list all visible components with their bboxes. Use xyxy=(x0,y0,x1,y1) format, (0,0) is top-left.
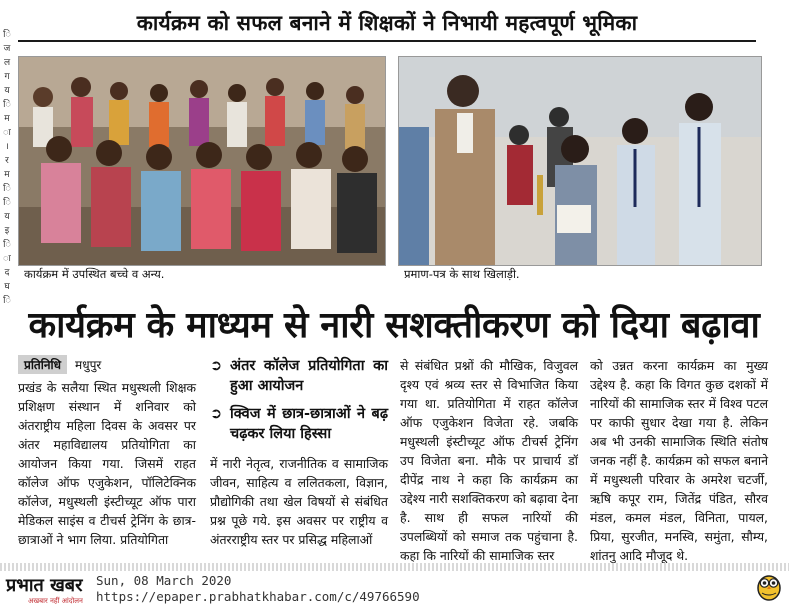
fragment-char: ि xyxy=(3,100,11,110)
fragment-char: द xyxy=(4,268,10,278)
footer-divider xyxy=(0,563,789,571)
top-headline: कार्यक्रम को सफल बनाने में शिक्षकों ने निभायी महत्वपूर्ण भूमिका xyxy=(18,6,756,42)
byline-tag: प्रतिनिधि xyxy=(18,355,67,374)
byline-place: मधुपुर xyxy=(75,357,102,372)
photo-caption-certificate: प्रमाण-पत्र के साथ खिलाड़ी. xyxy=(404,267,520,281)
edition-date: Sun, 08 March 2020 xyxy=(96,573,232,588)
fragment-char: ि xyxy=(3,296,11,306)
byline xyxy=(18,355,198,373)
newspaper-logo: प्रभात खबर अखबार नहीं आंदोलन xyxy=(6,575,83,605)
photo-certificate-ceremony xyxy=(398,56,762,266)
subhead-2: ➲ क्विज में छात्र-छात्राओं ने बढ़ चढ़कर लिया हिस्सा xyxy=(210,406,388,442)
article-column-4: को उन्नत करना कार्यक्रम का मुख्य उद्देश्य है. कहा कि विगत कुछ दशकों में नारियों की सामाजिक स्तर में विश्व पटल पर काफी सुधार देखा गया है. लेकिन अब भी उनकी सामाजिक स्थिति संतोष जनक नहीं है. कार्यक्रम को सफल बनाने में मधुस्थली परिवार के अमरेश चटर्जी, ऋषि कपूर राम, जितेंद्र पंडित, सौरव मंडल, कमल मंडल, विनिता, पायल, प्रिया, सुरजीत, मनस्वि, समुंता, सौम्य, शांतनु आदि मौजूद थे. xyxy=(590,358,768,563)
owl-mascot-icon xyxy=(756,571,782,601)
fragment-char: म xyxy=(4,170,10,180)
fragment-char: ग xyxy=(4,72,10,82)
fragment-char: ि xyxy=(3,184,11,194)
fragment-char: इ xyxy=(4,226,10,236)
fragment-char: ि xyxy=(3,30,11,40)
photo-children-group xyxy=(18,56,386,266)
fragment-char: ल xyxy=(3,58,11,68)
fragment-char: र xyxy=(5,156,9,166)
footer xyxy=(0,563,789,605)
column-2-body: में नारी नेतृत्व, राजनीतिक व सामाजिक जीवन, साहित्य व ललितकला, विज्ञान, प्रौद्योगिकी तथा खेल विषयों से संबंधित प्रश्न पूछे गये. इस अवसर पर राष्ट्रीय व अंतरराष्ट्रीय स्तर पर प्रसिद्ध महिलाओं xyxy=(210,456,388,547)
article-column-2 xyxy=(210,356,388,549)
photo-caption-children: कार्यक्रम में उपस्थित बच्चे व अन्य. xyxy=(24,267,165,281)
edition-meta xyxy=(96,573,420,605)
fragment-char: घ xyxy=(4,282,10,292)
fragment-char: । xyxy=(5,142,9,152)
fragment-char: ि xyxy=(3,198,11,208)
fragment-char: ा xyxy=(3,254,11,264)
fragment-char: ि xyxy=(3,240,11,250)
arrow-icon: ➲ xyxy=(210,406,223,422)
main-headline: कार्यक्रम के माध्यम से नारी सशक्तीकरण को दिया बढ़ावा xyxy=(28,304,760,346)
fragment-char: ा xyxy=(3,128,11,138)
article-column-3: से संबंधित प्रश्नों की मौखिक, विजुवल दृश्य एवं श्रव्य स्तर से विभाजित किया गया था. प्रतियोगिता में राहत कॉलेज ऑफ एजुकेशन विजेता रहे. जबकि मधुस्थली इंस्टीच्यूट ऑफ टीचर्स ट्रेनिंग उप विजेता बना. मौके पर प्राचार्य डॉ दीपेंद्र नाथ ने कहा कि कार्यक्रम का उद्देश्य नारी सशक्तिकरण को बढ़ावा देना है. साथ ही सफल नारियों की उपलब्धियों को समाज तक पहुंचाना है. कहा कि नारियों की सामाजिक स्तर xyxy=(400,358,578,563)
fragment-char: य xyxy=(4,86,10,96)
arrow-icon: ➲ xyxy=(210,358,223,374)
fragment-char: य xyxy=(4,212,10,222)
article-column-1: प्रखंड के सलैया स्थित मधुस्थली शिक्षक प्रशिक्षण संस्थान में शनिवार को अंतराष्ट्रीय महिला दिवस के अवसर पर अंतर महाविद्यालय प्रतियोगिता का आयोजन किया गया. जिसमें राहत कॉलेज ऑफ एजुकेशन, पॉलिटेक्निक कॉलेज, मधुस्थली इंस्टीच्यूट ऑफ पारा मेडिकल साइंस व टीचर्स ट्रेनिंग के छात्र-छात्राओं ने भाग लिया. प्रतियोगिता xyxy=(18,380,196,547)
adjacent-column-fragment xyxy=(0,28,14,328)
subhead-1: ➲ अंतर कॉलेज प्रतियोगिता का हुआ आयोजन xyxy=(210,358,388,394)
fragment-char: म xyxy=(4,114,10,124)
fragment-char: ज xyxy=(3,44,11,54)
edition-url[interactable]: https://epaper.prabhatkhabar.com/c/49766590 xyxy=(96,589,420,604)
